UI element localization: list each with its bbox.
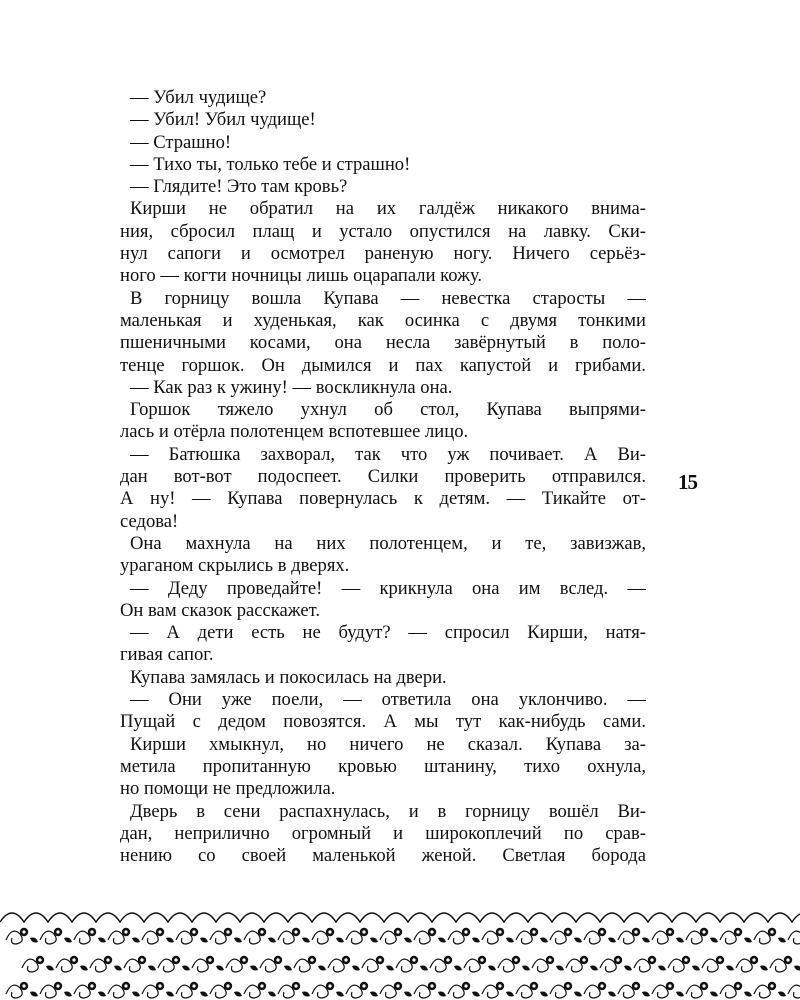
ornament-flower-center	[294, 930, 297, 933]
ornament-curl	[244, 931, 260, 944]
ornament-flower-center	[158, 984, 161, 987]
ornament-curl	[260, 959, 276, 972]
ornament-flower-center	[226, 984, 229, 987]
ornament-flower-center	[106, 958, 109, 961]
ornament-flower-center	[90, 984, 93, 987]
ornament-leaf	[590, 966, 598, 971]
ornament-flower-center	[124, 984, 127, 987]
ornament-flower-center	[22, 930, 25, 933]
ornament-leaf	[642, 992, 650, 997]
text-line: Купава замялась и покосилась на двери.	[130, 666, 447, 688]
text-line: седова!	[120, 510, 179, 532]
ornament-curl	[618, 985, 634, 998]
ornament-curl	[74, 985, 90, 998]
ornament-curl	[600, 959, 616, 972]
ornament-leaf	[80, 966, 88, 971]
ornament-curl	[346, 931, 362, 944]
ornament-leaf	[30, 938, 38, 943]
ornament-flower-center	[344, 958, 347, 961]
ornament-flower-center	[22, 984, 25, 987]
ornament-leaf	[318, 966, 326, 971]
ornament-curl	[686, 931, 702, 944]
body-text	[120, 87, 646, 867]
ornament-curl	[278, 985, 294, 998]
text-line: — Глядите! Это там кровь?	[130, 176, 348, 198]
ornament-flower-center	[56, 984, 59, 987]
ornament-curl	[176, 931, 192, 944]
ornament-flower-center	[362, 984, 365, 987]
ornament-curl	[414, 985, 430, 998]
text-line: пшеничными косами, она несла завёрнутый в поло-	[120, 332, 646, 354]
ornament-leaf	[472, 992, 480, 997]
ornament-leaf	[744, 992, 752, 997]
ornament-flower-center	[412, 958, 415, 961]
ornament-flower-center	[140, 958, 143, 961]
ornament-curl	[482, 931, 498, 944]
ornament-leaf	[556, 966, 564, 971]
ornament-curl	[754, 985, 770, 998]
ornament-flower-center	[192, 930, 195, 933]
floral-border-ornament	[0, 900, 800, 1000]
ornament-curl	[414, 931, 430, 944]
ornament-flower-center	[328, 930, 331, 933]
ornament-curl	[448, 931, 464, 944]
ornament-curl	[312, 931, 328, 944]
ornament-curl	[312, 985, 328, 998]
ornament-curl	[108, 985, 124, 998]
ornament-leaf	[710, 992, 718, 997]
ornament-flower-center	[566, 984, 569, 987]
ornament-leaf	[540, 992, 548, 997]
ornament-leaf	[114, 966, 122, 971]
ornament-leaf	[98, 992, 106, 997]
ornament-flower-center	[464, 984, 467, 987]
text-line: — Деду проведайте! — крикнула она им вслед. —	[130, 577, 646, 599]
ornament-flower-center	[566, 930, 569, 933]
ornament-leaf	[438, 938, 446, 943]
ornament-curl	[124, 959, 140, 972]
ornament-leaf	[302, 992, 310, 997]
ornament-leaf	[794, 966, 800, 971]
ornament-leaf	[336, 992, 344, 997]
ornament-flower-center	[498, 984, 501, 987]
ornament-flower-center	[276, 958, 279, 961]
ornament-curl	[720, 985, 736, 998]
ornament-leaf	[284, 966, 292, 971]
ornament-curl	[516, 931, 532, 944]
ornament-leaf	[676, 992, 684, 997]
ornament-flower-center	[600, 930, 603, 933]
ornament-leaf	[166, 992, 174, 997]
ornament-flower-center	[786, 958, 789, 961]
ornament-curl	[550, 985, 566, 998]
text-line: гивая сапог.	[120, 644, 214, 666]
ornament-leaf	[642, 938, 650, 943]
ornament-curl	[788, 931, 800, 944]
ornament-leaf	[574, 938, 582, 943]
ornament-leaf	[574, 992, 582, 997]
ornament-flower-center	[736, 930, 739, 933]
text-line: ураганом скрылись в дверях.	[120, 555, 350, 577]
ornament-leaf	[506, 938, 514, 943]
text-line: но помощи не предложила.	[120, 778, 336, 800]
ornament-leaf	[234, 992, 242, 997]
text-line: дан вот-вот подоспеет. Силки проверить отправился.	[120, 466, 646, 488]
ornament-curl	[736, 959, 752, 972]
ornament-flower-center	[242, 958, 245, 961]
ornament-leaf	[454, 966, 462, 971]
ornament-curl	[6, 931, 22, 944]
ornament-curl	[532, 959, 548, 972]
ornament-curl	[430, 959, 446, 972]
ornament-curl	[668, 959, 684, 972]
ornament-leaf	[438, 992, 446, 997]
ornament-curl	[244, 985, 260, 998]
ornament-curl	[380, 931, 396, 944]
ornament-curl	[652, 931, 668, 944]
text-line: — А дети есть не будут? — спросил Кирши, натя-	[130, 622, 646, 644]
ornament-leaf	[624, 966, 632, 971]
ornament-flower-center	[294, 984, 297, 987]
ornament-curl	[210, 985, 226, 998]
ornament-curl	[618, 931, 634, 944]
text-line: нению со своей маленькой женой. Светлая борода	[120, 845, 646, 867]
ornament-curl	[158, 959, 174, 972]
ornament-leaf	[744, 938, 752, 943]
ornament-leaf	[268, 992, 276, 997]
ornament-flower-center	[702, 930, 705, 933]
ornament-leaf	[268, 938, 276, 943]
text-line: — Батюшка захворал, так что уж почивает. А Ви-	[130, 443, 646, 465]
ornament-curl	[108, 931, 124, 944]
ornament-curl	[396, 959, 412, 972]
ornament-curl	[686, 985, 702, 998]
ornament-leaf	[302, 938, 310, 943]
ornament-leaf	[488, 966, 496, 971]
ornament-leaf	[64, 992, 72, 997]
ornament-flower-center	[770, 930, 773, 933]
ornament-leaf	[30, 992, 38, 997]
ornament-flower-center	[480, 958, 483, 961]
ornament-curl	[584, 931, 600, 944]
ornament-flower-center	[328, 984, 331, 987]
ornament-flower-center	[38, 958, 41, 961]
ornament-flower-center	[684, 958, 687, 961]
ornament-leaf	[216, 966, 224, 971]
ornament-leaf	[182, 966, 190, 971]
ornament-leaf	[132, 992, 140, 997]
ornament-curl	[754, 931, 770, 944]
text-line: Она махнула на них полотенцем, и те, завизжав,	[130, 532, 646, 554]
ornament-flower-center	[260, 930, 263, 933]
text-line: — Страшно!	[130, 131, 232, 153]
ornament-curl	[294, 959, 310, 972]
ornament-curl	[702, 959, 718, 972]
ornament-leaf	[98, 938, 106, 943]
ornament-flower-center	[548, 958, 551, 961]
text-line: Кирши хмыкнул, но ничего не сказал. Купава за-	[130, 733, 646, 755]
ornament-flower-center	[362, 930, 365, 933]
ornament-curl	[584, 985, 600, 998]
text-line: метила пропитанную кровью штанину, тихо охнула,	[120, 755, 646, 777]
ornament-flower-center	[498, 930, 501, 933]
ornament-flower-center	[668, 984, 671, 987]
ornament-leaf	[658, 966, 666, 971]
ornament-leaf	[352, 966, 360, 971]
ornament-flower-center	[90, 930, 93, 933]
text-line: тенце горшок. Он дымился и пах капустой и грибами.	[120, 354, 646, 376]
ornament-leaf	[64, 938, 72, 943]
ornament-curl	[56, 959, 72, 972]
text-line: Дверь в сени распахнулась, и в горницу вошёл Ви-	[130, 800, 646, 822]
ornament-flower-center	[260, 984, 263, 987]
ornament-curl	[328, 959, 344, 972]
ornament-curl	[210, 931, 226, 944]
ornament-curl	[278, 931, 294, 944]
ornament-curl	[22, 959, 38, 972]
ornament-leaf	[420, 966, 428, 971]
ornament-leaf	[608, 992, 616, 997]
ornament-flower-center	[532, 930, 535, 933]
ornament-flower-center	[158, 930, 161, 933]
ornament-flower-center	[514, 958, 517, 961]
ornament-curl	[362, 959, 378, 972]
ornament-leaf	[46, 966, 54, 971]
ornament-curl	[720, 931, 736, 944]
ornament-curl	[142, 985, 158, 998]
ornament-curl	[90, 959, 106, 972]
text-line: Кирши не обратил на их галдёж никакого внима-	[130, 198, 646, 220]
ornament-flower-center	[396, 930, 399, 933]
text-line: — Они уже поели, — ответила она уклончиво. —	[130, 689, 646, 711]
ornament-curl	[142, 931, 158, 944]
ornament-leaf	[692, 966, 700, 971]
ornament-leaf	[404, 938, 412, 943]
ornament-leaf	[370, 938, 378, 943]
text-line: Пущай с дедом повозятся. А мы тут как-нибудь сами.	[120, 711, 646, 733]
text-line: — Убил чудище?	[130, 87, 267, 108]
ornament-curl	[634, 959, 650, 972]
text-line: В горницу вошла Купава — невестка старосты —	[130, 287, 646, 309]
ornament-leaf	[234, 938, 242, 943]
ornament-flower-center	[192, 984, 195, 987]
ornament-flower-center	[616, 958, 619, 961]
ornament-leaf	[506, 992, 514, 997]
text-line: Он вам сказок расскажет.	[120, 599, 320, 621]
ornament-curl	[6, 985, 22, 998]
ornament-flower-center	[310, 958, 313, 961]
text-line: — Как раз к ужину! — воскликнула она.	[130, 376, 453, 398]
ornament-flower-center	[378, 958, 381, 961]
ornament-leaf	[540, 938, 548, 943]
ornament-leaf	[386, 966, 394, 971]
ornament-flower-center	[718, 958, 721, 961]
ornament-flower-center	[702, 984, 705, 987]
ornament-edge	[0, 913, 800, 922]
ornament-leaf	[522, 966, 530, 971]
ornament-curl	[770, 959, 786, 972]
ornament-flower-center	[208, 958, 211, 961]
text-line: лась и отёрла полотенцем вспотевшее лицо.	[120, 421, 469, 443]
ornament-leaf	[250, 966, 258, 971]
ornament-flower-center	[430, 984, 433, 987]
ornament-flower-center	[56, 930, 59, 933]
ornament-flower-center	[582, 958, 585, 961]
ornament-curl	[74, 931, 90, 944]
ornament-leaf	[200, 938, 208, 943]
ornament-leaf	[370, 992, 378, 997]
ornament-flower-center	[634, 930, 637, 933]
ornament-leaf	[148, 966, 156, 971]
ornament-curl	[40, 985, 56, 998]
ornament-curl	[516, 985, 532, 998]
ornament-leaf	[472, 938, 480, 943]
ornament-flower-center	[770, 984, 773, 987]
ornament-leaf	[726, 966, 734, 971]
ornament-curl	[176, 985, 192, 998]
ornament-flower-center	[226, 930, 229, 933]
ornament-curl	[448, 985, 464, 998]
text-line: маленькая и худенькая, как осинка с двумя тонкими	[120, 309, 646, 331]
ornament-curl	[464, 959, 480, 972]
ornament-flower-center	[446, 958, 449, 961]
ornament-flower-center	[650, 958, 653, 961]
ornament-flower-center	[752, 958, 755, 961]
text-line: — Тихо ты, только тебе и страшно!	[130, 153, 411, 175]
ornament-flower-center	[600, 984, 603, 987]
text-line: А ну! — Купава повернулась к детям. — Тикайте от-	[120, 488, 646, 510]
ornament-flower-center	[532, 984, 535, 987]
ornament-flower-center	[72, 958, 75, 961]
ornament-flower-center	[430, 930, 433, 933]
ornament-leaf	[608, 938, 616, 943]
ornament-curl	[346, 985, 362, 998]
ornament-curl	[566, 959, 582, 972]
ornament-flower-center	[634, 984, 637, 987]
ornament-curl	[652, 985, 668, 998]
text-line: ного — когти ночницы лишь оцарапали кожу.	[120, 265, 483, 287]
ornament-leaf	[778, 938, 786, 943]
ornament-curl	[40, 931, 56, 944]
ornament-curl	[550, 931, 566, 944]
ornament-leaf	[336, 938, 344, 943]
text-line: Горшок тяжело ухнул об стол, Купава выпрями-	[130, 399, 646, 421]
text-line: дан, неприлично огромный и широкоплечий по срав-	[120, 822, 646, 844]
ornament-leaf	[778, 992, 786, 997]
ornament-leaf	[710, 938, 718, 943]
ornament-curl	[788, 985, 800, 998]
text-line: — Убил! Убил чудище!	[130, 109, 316, 131]
ornament-flower-center	[668, 930, 671, 933]
page-number: 15	[678, 470, 697, 494]
ornament-leaf	[760, 966, 768, 971]
ornament-leaf	[166, 938, 174, 943]
ornament-curl	[498, 959, 514, 972]
ornament-leaf	[404, 992, 412, 997]
ornament-flower-center	[464, 930, 467, 933]
text-line: нул сапоги и осмотрел раненую ногу. Ничего серьёз-	[120, 243, 646, 265]
ornament-curl	[226, 959, 242, 972]
ornament-leaf	[676, 938, 684, 943]
ornament-flower-center	[174, 958, 177, 961]
ornament-flower-center	[396, 984, 399, 987]
ornament-leaf	[132, 938, 140, 943]
text-line: ния, сбросил плащ и устало опустился на лавку. Ски-	[120, 220, 646, 242]
ornament-flower-center	[124, 930, 127, 933]
ornament-curl	[482, 985, 498, 998]
ornament-curl	[380, 985, 396, 998]
ornament-flower-center	[736, 984, 739, 987]
ornament-curl	[192, 959, 208, 972]
ornament-leaf	[200, 992, 208, 997]
